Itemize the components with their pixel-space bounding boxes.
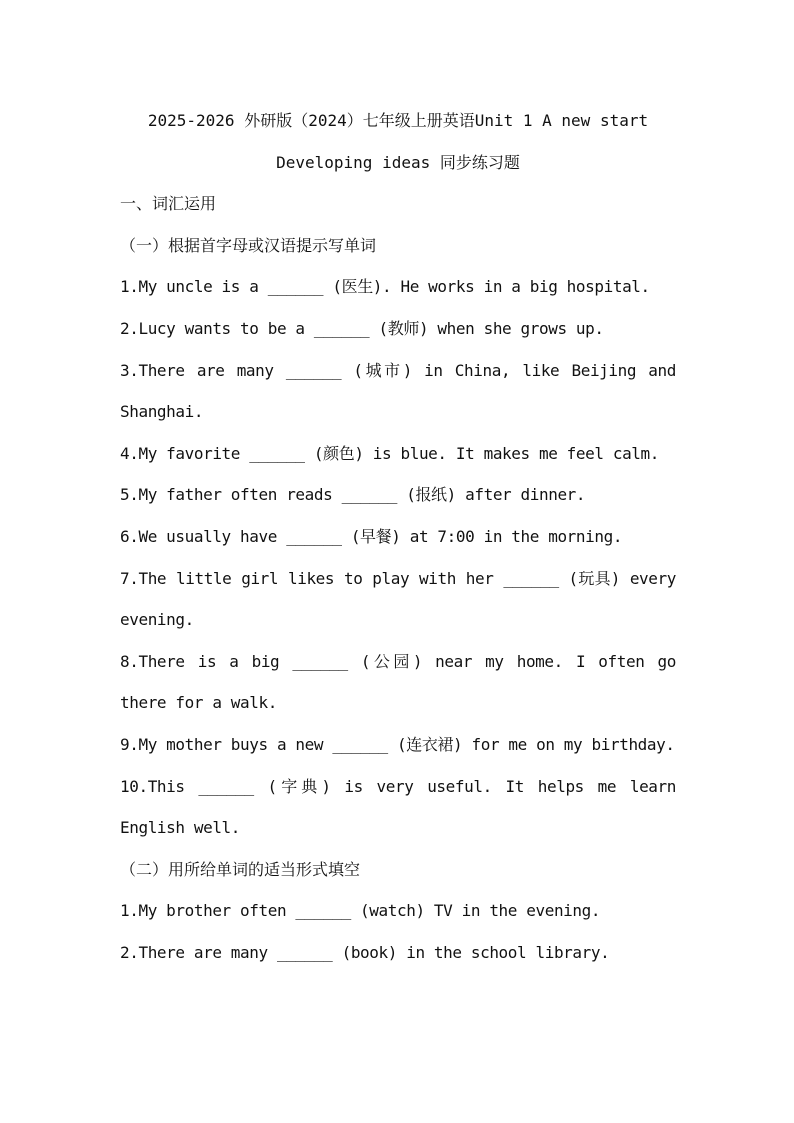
part2-heading: （二）用所给单词的适当形式填空 <box>120 859 361 879</box>
part1-heading: （一）根据首字母或汉语提示写单词 <box>120 235 377 255</box>
question-item: 9.My mother buys a new ______ (连衣裙) for me on my birthday. <box>120 734 675 754</box>
question-item: 10.This ______ (字典) is very useful. It helps me learn English well. <box>120 776 676 838</box>
question-item: 8.There is a big ______ (公园) near my home. I often go there for a walk. <box>120 651 676 713</box>
document-title-line1: 2025-2026 外研版（2024）七年级上册英语Unit 1 A new start <box>147 111 649 130</box>
question-item: 5.My father often reads ______ (报纸) after dinner. <box>120 485 586 505</box>
document-title-line2: Developing ideas 同步练习题 <box>276 152 520 172</box>
document-page <box>120 100 676 973</box>
question-item: 1.My uncle is a ______ (医生). He works in a big hospital. <box>120 277 650 297</box>
question-item: 1.My brother often ______ (watch) TV in the evening. <box>120 901 601 921</box>
question-item: 2.Lucy wants to be a ______ (教师) when she grows up. <box>120 318 604 338</box>
question-item: 3.There are many ______ (城市) in China, like Beijing and Shanghai. <box>120 360 676 422</box>
question-item: 7.The little girl likes to play with her ______ (玩具) every evening. <box>120 568 676 630</box>
section-heading-vocabulary: 一、词汇运用 <box>120 194 217 214</box>
question-item: 6.We usually have ______ (早餐) at 7:00 in the morning. <box>120 526 623 546</box>
question-item: 2.There are many ______ (book) in the school library. <box>120 942 610 962</box>
question-item: 4.My favorite ______ (颜色) is blue. It makes me feel calm. <box>120 443 660 463</box>
